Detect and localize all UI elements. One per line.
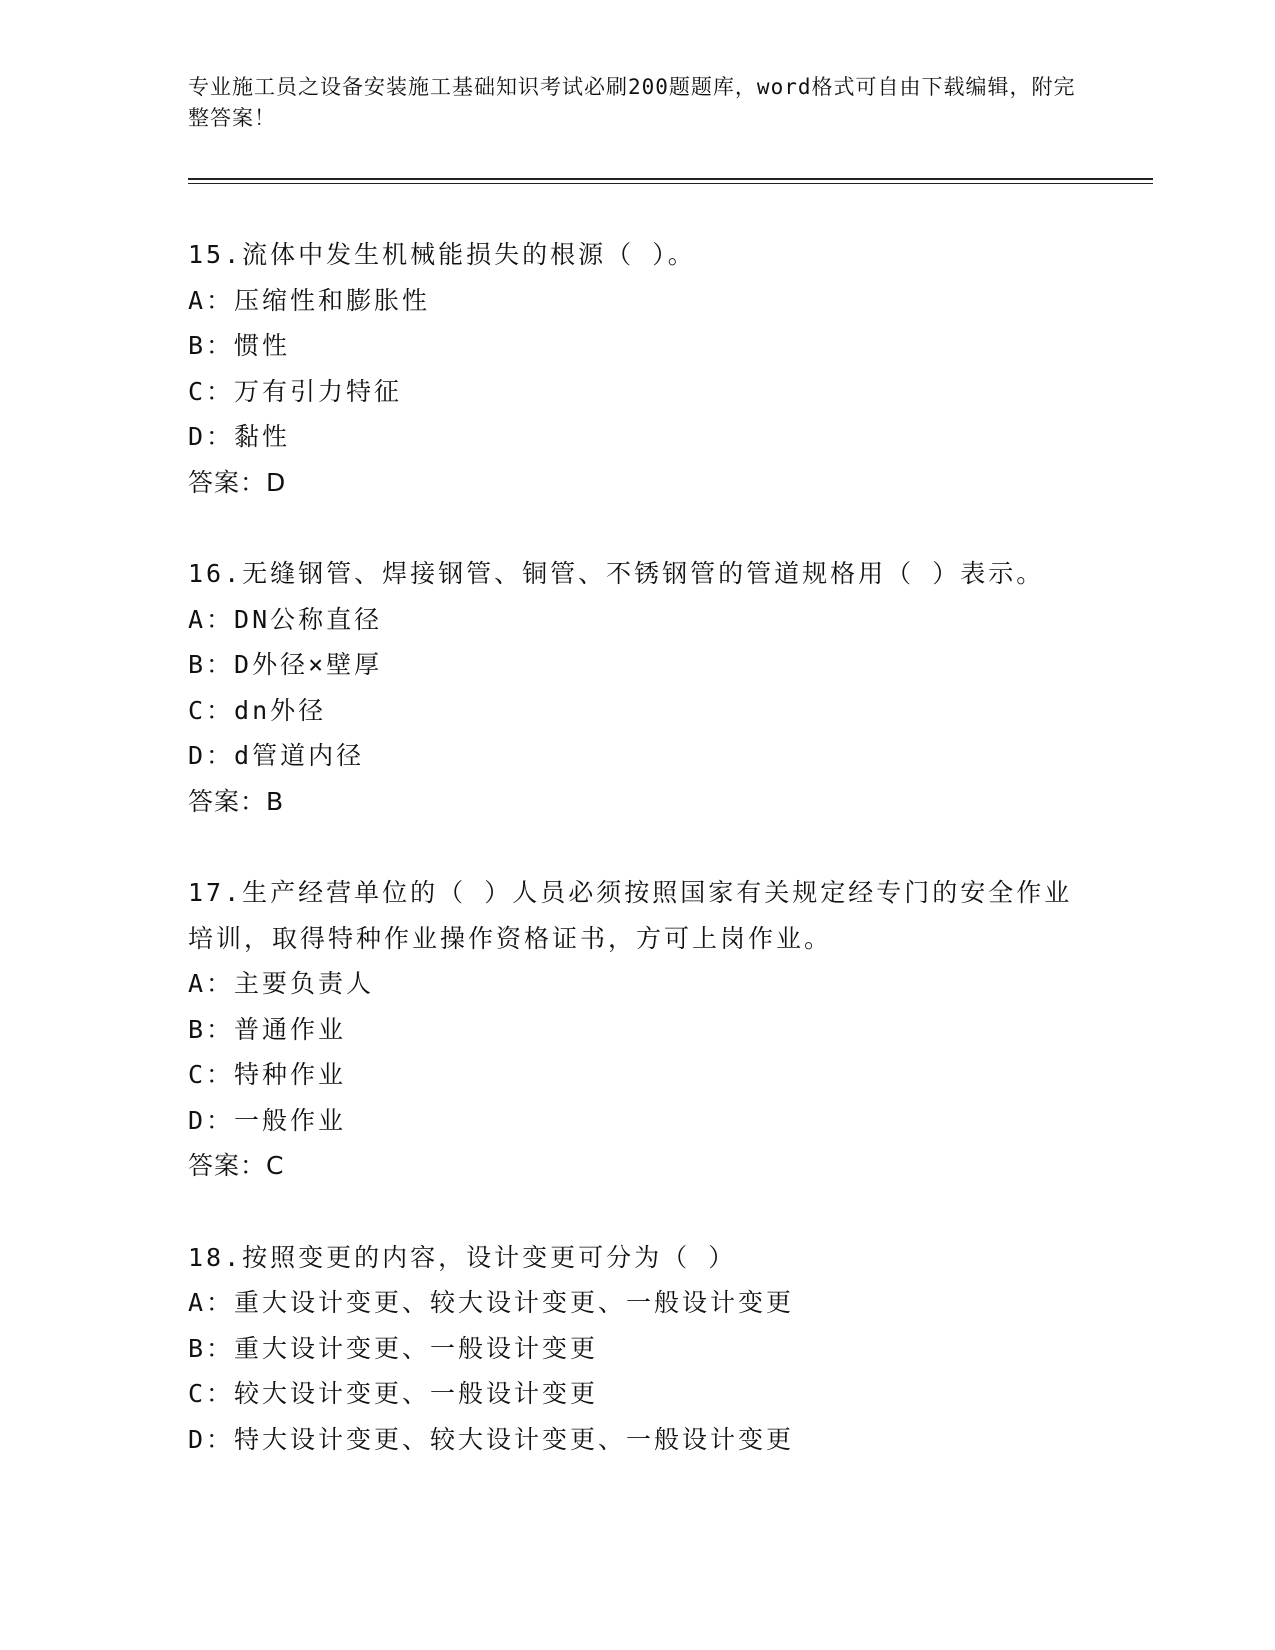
option-d: D：黏性 bbox=[188, 422, 291, 451]
option-a: A：DN公称直径 bbox=[188, 604, 383, 634]
question-16 bbox=[188, 551, 1088, 824]
header-rule-thin bbox=[188, 183, 1153, 184]
option-a: A：压缩性和膨胀性 bbox=[188, 285, 431, 315]
option-b: B：普通作业 bbox=[188, 1014, 347, 1044]
question-text: 17.生产经营单位的（ ）人员必须按照国家有关规定经专门的安全作业培训，取得特种作业操作资格证书，方可上岗作业。 bbox=[188, 878, 1073, 953]
question-text: 18.按照变更的内容，设计变更可分为（ ） bbox=[188, 1242, 737, 1272]
option-d: D：一般作业 bbox=[188, 1105, 347, 1135]
document-header: 专业施工员之设备安装施工基础知识考试必刷200题题库，word格式可自由下载编辑，附完整答案！ bbox=[188, 75, 1076, 130]
question-15 bbox=[188, 232, 1088, 505]
header-rule-thick bbox=[188, 178, 1153, 180]
option-d: D：特大设计变更、较大设计变更、一般设计变更 bbox=[188, 1424, 795, 1454]
question-list bbox=[188, 232, 1088, 1508]
option-c: C：dn外径 bbox=[188, 695, 327, 725]
option-c: C：较大设计变更、一般设计变更 bbox=[188, 1379, 599, 1408]
question-text: 16.无缝钢管、焊接钢管、铜管、不锈钢管的管道规格用（ ）表示。 bbox=[188, 559, 1045, 588]
answer-text: 答案：C bbox=[188, 1151, 285, 1180]
question-18 bbox=[188, 1235, 1088, 1463]
option-b: B：重大设计变更、一般设计变更 bbox=[188, 1333, 599, 1363]
answer-text: 答案：D bbox=[188, 467, 287, 497]
option-c: C：特种作业 bbox=[188, 1060, 347, 1089]
question-17 bbox=[188, 870, 1088, 1189]
question-text: 15.流体中发生机械能损失的根源（ ）。 bbox=[188, 240, 696, 269]
option-d: D：d管道内径 bbox=[188, 741, 365, 770]
option-b: B：D外径×壁厚 bbox=[188, 650, 383, 679]
answer-text: 答案：B bbox=[188, 786, 285, 816]
option-a: A：主要负责人 bbox=[188, 969, 375, 998]
option-c: C：万有引力特征 bbox=[188, 376, 403, 406]
option-b: B：惯性 bbox=[188, 331, 291, 360]
option-a: A：重大设计变更、较大设计变更、一般设计变更 bbox=[188, 1288, 795, 1317]
